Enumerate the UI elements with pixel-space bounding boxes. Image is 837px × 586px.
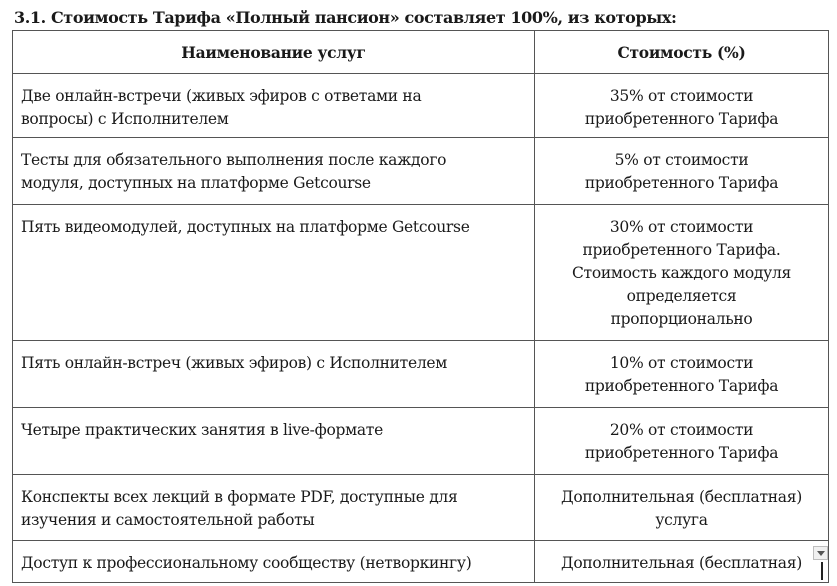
cell-line: изучения и самостоятельной работы <box>21 511 315 529</box>
cost-cell <box>535 74 829 138</box>
cell-line: Пять видеомодулей, доступных на платформе Getcourse <box>21 218 470 236</box>
cell-line: приобретенного Тарифа. <box>582 241 781 259</box>
cell-line: Конспекты всех лекций в формате PDF, доступные для <box>21 488 458 506</box>
text-cursor <box>821 562 823 580</box>
section-heading: 3.1. Стоимость Тарифа «Полный пансион» составляет 100%, из которых: <box>14 8 677 27</box>
table-row <box>13 341 829 408</box>
cell-line: Пять онлайн-встреч (живых эфиров) с Исполнителем <box>21 354 448 372</box>
cell-line: Тесты для обязательного выполнения после каждого <box>21 151 447 169</box>
service-cell <box>13 475 535 541</box>
cell-line: 35% от стоимости <box>609 87 754 105</box>
cost-cell <box>535 205 829 341</box>
service-cell <box>13 341 535 408</box>
table-row <box>13 205 829 341</box>
table-row <box>13 74 829 138</box>
service-cell <box>13 205 535 341</box>
cell-line: 5% от стоимости <box>614 151 749 169</box>
cell-line: Четыре практических занятия в live-формате <box>21 421 383 439</box>
cell-line: приобретенного Тарифа <box>584 110 779 128</box>
table-row <box>13 541 829 583</box>
cell-line: приобретенного Тарифа <box>584 377 779 395</box>
service-cell <box>13 74 535 138</box>
table-row <box>13 475 829 541</box>
cost-cell <box>535 475 829 541</box>
service-cell <box>13 138 535 205</box>
service-cell <box>13 541 535 583</box>
chevron-down-icon[interactable] <box>813 546 828 560</box>
cost-cell <box>535 408 829 475</box>
cell-line: Дополнительная (бесплатная) <box>561 554 802 572</box>
cell-line: Стоимость каждого модуля <box>571 264 792 282</box>
cell-line: Две онлайн-встречи (живых эфиров с ответами на <box>21 87 422 105</box>
cell-line: пропорционально <box>610 310 753 328</box>
table-header-row <box>13 31 829 74</box>
table-row <box>13 408 829 475</box>
cell-line: приобретенного Тарифа <box>584 174 779 192</box>
header-service: Наименование услуг <box>13 31 535 74</box>
cell-line: 20% от стоимости <box>609 421 754 439</box>
cell-line: 30% от стоимости <box>609 218 754 236</box>
cost-cell <box>535 138 829 205</box>
cost-cell <box>535 341 829 408</box>
cell-line: Доступ к профессиональному сообществу (нетворкингу) <box>21 554 472 572</box>
cell-line: вопросы) с Исполнителем <box>21 110 229 128</box>
cell-line: приобретенного Тарифа <box>584 444 779 462</box>
header-cost: Стоимость (%) <box>535 31 829 74</box>
cell-line: Дополнительная (бесплатная) <box>561 488 802 506</box>
service-cell <box>13 408 535 475</box>
tariff-cost-table <box>12 30 829 583</box>
cell-line: модуля, доступных на платформе Getcourse <box>21 174 371 192</box>
cost-cell <box>535 541 829 583</box>
cell-line: услуга <box>655 511 708 529</box>
table-row <box>13 138 829 205</box>
cell-line: 10% от стоимости <box>609 354 754 372</box>
cell-line: определяется <box>626 287 737 305</box>
